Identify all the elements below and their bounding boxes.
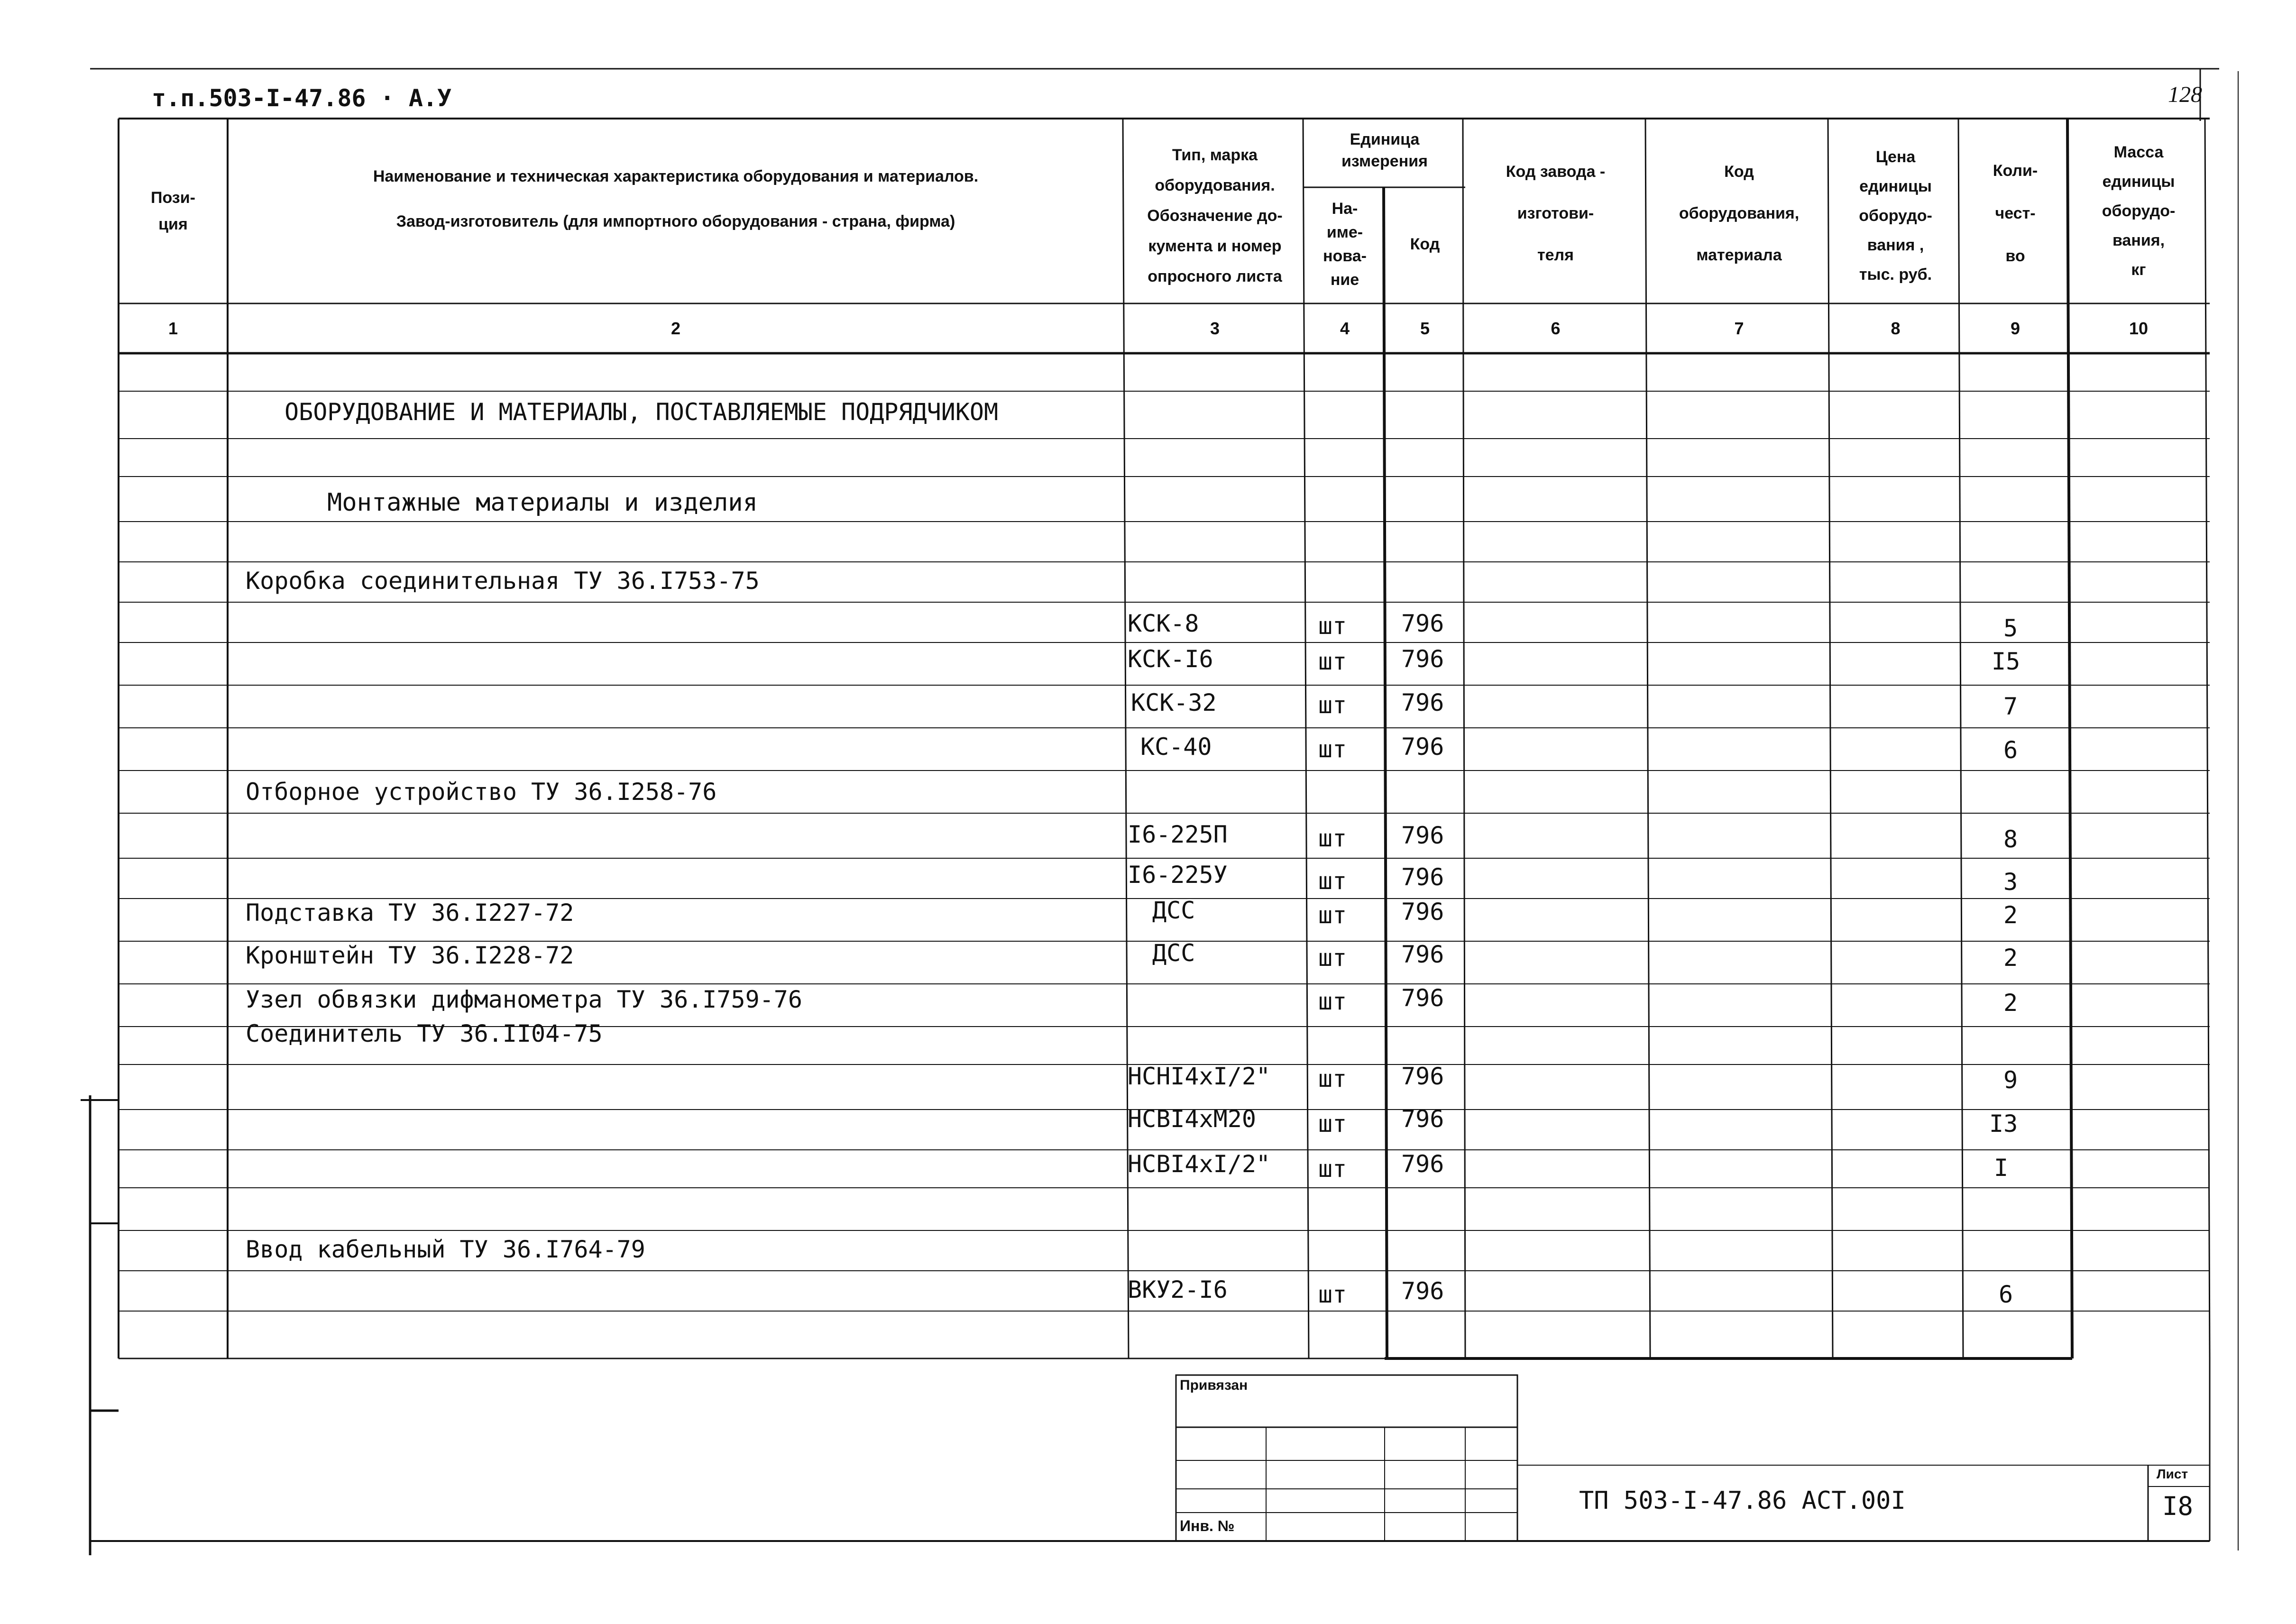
row-type-mark: КСК-32 (1131, 689, 1217, 716)
col-header-type: Тип, марка оборудования. Обозначение до- кумента и номер опросного листа (1147, 146, 1283, 285)
col-number: 10 (2129, 318, 2149, 338)
col-number: 5 (1420, 318, 1430, 338)
row-quantity: 2 (2003, 944, 2018, 972)
section-heading-main: ОБОРУДОВАНИЕ И МАТЕРИАЛЫ, ПОСТАВЛЯЕМЫЕ ПОДРЯДЧИКОМ (285, 398, 999, 426)
row-unit-name: шт (1318, 735, 1347, 763)
row-unit-code: 796 (1401, 645, 1444, 673)
row-item-name: Кронштейн ТУ 36.I228-72 (246, 942, 574, 969)
section-heading-sub: Монтажные материалы и изделия (327, 488, 758, 517)
col-header-unit-group: Единица измерения (1341, 130, 1428, 170)
row-unit-code: 796 (1401, 689, 1444, 716)
document-code: т.п.503-I-47.86 · А.У (152, 84, 452, 112)
row-quantity: 2 (2003, 901, 2018, 929)
col-number: 6 (1551, 318, 1561, 338)
row-unit-name: шт (1318, 988, 1347, 1015)
col-header-name: Наименование и техническая характеристика оборудования и материалов. Завод-изготовитель (для импортного оборудования - страна, фирма) (373, 167, 979, 230)
row-type-mark: КСК-8 (1128, 610, 1199, 637)
row-unit-name: шт (1318, 867, 1347, 895)
row-unit-code: 796 (1401, 863, 1444, 891)
document-designation: ТП 503-I-47.86 АСТ.00I (1579, 1486, 1906, 1515)
col-number: 2 (670, 318, 681, 338)
row-unit-name: шт (1318, 1155, 1347, 1183)
col-number: 8 (1891, 318, 1901, 338)
row-item-name: Подставка ТУ 36.I227-72 (246, 899, 574, 927)
sheet-label: Лист (2157, 1467, 2188, 1481)
row-quantity: I (1994, 1154, 2009, 1182)
col-header-unit-code: Код (1410, 235, 1440, 253)
col-number: 9 (2010, 318, 2020, 338)
corner-sheet-mark: 128 (2168, 82, 2202, 107)
col-header-position: Пози- ция (151, 189, 195, 233)
row-type-mark: НСВI4хМ20 (1128, 1105, 1256, 1133)
row-quantity: I3 (1989, 1110, 2018, 1138)
row-unit-name: шт (1318, 648, 1347, 675)
row-quantity: 5 (2003, 615, 2018, 642)
row-unit-code: 796 (1401, 1277, 1444, 1305)
row-type-mark: КСК-I6 (1128, 645, 1213, 673)
row-unit-code: 796 (1401, 610, 1444, 637)
row-quantity: 9 (2003, 1066, 2018, 1094)
row-item-name: Коробка соединительная ТУ 36.I753-75 (246, 567, 760, 595)
row-type-mark: НСНI4хI/2" (1128, 1063, 1271, 1090)
row-unit-code: 796 (1401, 941, 1444, 968)
row-unit-name: шт (1318, 901, 1347, 929)
col-number: 1 (168, 318, 178, 338)
row-quantity: 8 (2003, 826, 2018, 853)
stamp-inventory-label: Инв. № (1180, 1517, 1235, 1534)
row-unit-name: шт (1318, 944, 1347, 972)
row-unit-code: 796 (1401, 984, 1444, 1012)
row-unit-name: шт (1318, 1281, 1347, 1308)
row-unit-name: шт (1318, 825, 1347, 852)
row-type-mark: НСВI4хI/2" (1128, 1150, 1271, 1178)
row-quantity: 7 (2003, 693, 2018, 720)
row-unit-code: 796 (1401, 1105, 1444, 1133)
row-quantity: 6 (2003, 736, 2018, 764)
col-header-quantity: Коли- чест- во (1993, 162, 2038, 265)
row-unit-code: 796 (1401, 733, 1444, 761)
row-unit-name: шт (1318, 691, 1347, 719)
sheet-number: I8 (2162, 1491, 2194, 1521)
row-type-mark: I6-225У (1128, 861, 1228, 889)
row-unit-name: шт (1318, 612, 1347, 640)
col-header-unit-price: Цена единицы оборудо- вания , тыс. руб. (1859, 148, 1932, 284)
row-unit-code: 796 (1401, 822, 1444, 849)
row-type-mark: ДСС (1152, 897, 1195, 924)
row-type-mark: КС-40 (1140, 733, 1212, 761)
row-unit-name: шт (1318, 1065, 1347, 1092)
col-header-equipment-code: Код оборудования, материала (1679, 163, 1800, 264)
row-item-name: Соединитель ТУ 36.II04-75 (246, 1020, 603, 1047)
col-number: 4 (1340, 318, 1350, 338)
col-number: 7 (1734, 318, 1744, 338)
row-quantity: 6 (1999, 1281, 2013, 1308)
row-quantity: 2 (2003, 989, 2018, 1017)
row-unit-name: шт (1318, 1110, 1347, 1138)
row-type-mark: ВКУ2-I6 (1128, 1276, 1228, 1303)
row-unit-code: 796 (1401, 1063, 1444, 1090)
row-item-name: Узел обвязки дифманометра ТУ 36.I759-76 (246, 986, 802, 1013)
row-type-mark: ДСС (1152, 939, 1195, 967)
row-unit-code: 796 (1401, 898, 1444, 926)
row-quantity: I5 (1992, 648, 2020, 675)
col-header-factory-code: Код завода - изготови- теля (1506, 163, 1606, 264)
row-item-name: Отборное устройство ТУ 36.I258-76 (246, 778, 717, 806)
row-quantity: 3 (2003, 868, 2018, 896)
row-item-name: Ввод кабельный ТУ 36.I764-79 (246, 1236, 645, 1263)
col-header-unit-mass: Масса единицы оборудо- вания, кг (2102, 143, 2176, 279)
col-number: 3 (1210, 318, 1220, 338)
row-unit-code: 796 (1401, 1150, 1444, 1178)
row-type-mark: I6-225П (1128, 821, 1228, 848)
stamp-attached-label: Привязан (1180, 1377, 1248, 1393)
col-header-unit-name: На- име- нова- ние (1323, 200, 1367, 289)
